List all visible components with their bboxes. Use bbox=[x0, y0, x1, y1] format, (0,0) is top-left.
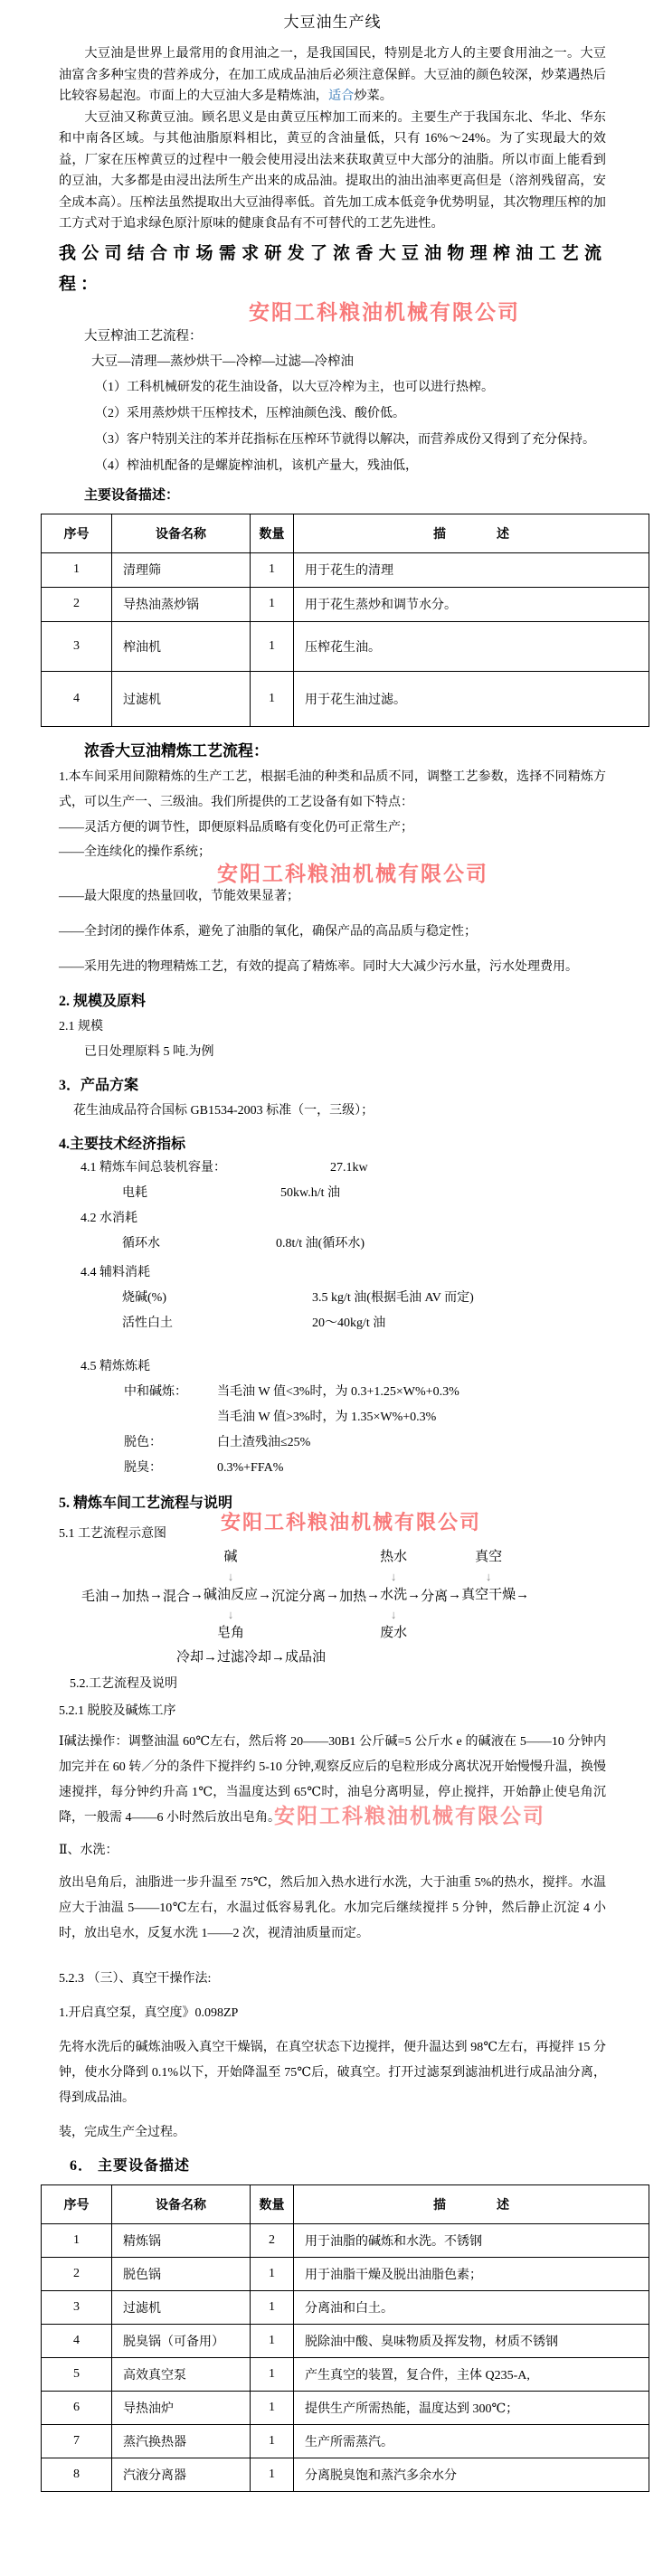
indicator-label: 活性白土 bbox=[122, 1316, 173, 1330]
cell-name: 榨油机 bbox=[112, 621, 251, 671]
flow-node: 加热 bbox=[339, 1589, 367, 1604]
down-arrow-icon: ↓ bbox=[227, 1569, 234, 1583]
table-row bbox=[42, 2257, 649, 2290]
cell-index: 2 bbox=[42, 2257, 112, 2290]
flow-arrow: → bbox=[109, 1587, 123, 1602]
press-point-3: （3）客户特别关注的苯并芘指标在压榨环节就得以解决，而营养成份又得到了充分保持。 bbox=[95, 432, 595, 447]
cell-desc: 压榨花生油。 bbox=[294, 621, 649, 671]
section-5-1-row bbox=[59, 1510, 606, 1546]
indicator-value: 白土渣残油≤25% bbox=[217, 1435, 311, 1449]
page-title: 大豆油生产线 bbox=[283, 14, 382, 31]
cell-qty: 1 bbox=[251, 2391, 294, 2424]
indicator-value: 0.8t/t 油(循环水) bbox=[276, 1236, 365, 1250]
indicator-row bbox=[59, 1311, 606, 1336]
flow-arrow: → bbox=[190, 1587, 204, 1602]
cell-name: 蒸汽换热器 bbox=[112, 2424, 251, 2458]
watermark-2: 安阳工科粮油机械有限公司 bbox=[217, 862, 488, 885]
table-row bbox=[42, 552, 649, 587]
indicator-row bbox=[59, 1260, 606, 1286]
table-row bbox=[42, 2223, 649, 2257]
cell-name: 脱臭锅（可备用） bbox=[112, 2324, 251, 2357]
flow-bottom-label: 废水 bbox=[380, 1625, 408, 1640]
section-3-heading: 3．产品方案 bbox=[59, 1077, 139, 1093]
flow-arrow: → bbox=[516, 1587, 530, 1602]
indicator-row bbox=[59, 1286, 606, 1311]
cell-qty: 1 bbox=[251, 587, 294, 621]
cell-desc: 用于油脂的碱炼和水洗。不锈钢 bbox=[294, 2223, 649, 2257]
indicator-value: 当毛油 W 值<3%时，为 0.3+1.25×W%+0.3% bbox=[217, 1384, 459, 1399]
press-point-4: （4）榨油机配备的是螺旋榨油机，该机产量大，残油低， bbox=[95, 458, 418, 473]
press-flow-title: 大豆榨油工艺流程： bbox=[84, 328, 203, 344]
equipment-title-1: 主要设备描述： bbox=[84, 487, 180, 503]
section-5-2-3-heading: 5.2.3 （三）、真空干操作法: bbox=[59, 1971, 212, 1986]
intro-paragraph-1 bbox=[59, 43, 606, 108]
press-point-2: （2）采用蒸炒烘干压榨技术，压榨油颜色浅、酸价低。 bbox=[95, 406, 405, 420]
indicator-row bbox=[59, 1380, 606, 1405]
cell-index: 3 bbox=[42, 2290, 112, 2324]
cell-index: 7 bbox=[42, 2424, 112, 2458]
cell-desc: 分离脱臭饱和蒸汽多余水分 bbox=[294, 2458, 649, 2491]
cell-name: 高效真空泵 bbox=[112, 2357, 251, 2391]
cell-desc: 用于花生蒸炒和调节水分。 bbox=[294, 587, 649, 621]
indicator-value: 3.5 kg/t 油(根据毛油 AV 而定) bbox=[312, 1290, 474, 1305]
equipment-table-2 bbox=[41, 2184, 649, 2492]
table-row bbox=[42, 2357, 649, 2391]
flow-node: 混合 bbox=[163, 1589, 191, 1604]
watermark-1: 安阳工科粮油机械有限公司 bbox=[249, 300, 520, 324]
indicator-label: 电耗 bbox=[122, 1185, 147, 1200]
indicator-row bbox=[59, 1206, 606, 1231]
section-5-heading: 5. 精炼车间工艺流程与说明 bbox=[59, 1495, 233, 1511]
indicator-value: 50kw.h/t 油 bbox=[280, 1185, 340, 1200]
down-arrow-icon: ↓ bbox=[390, 1569, 397, 1583]
section-3-text: 花生油成品符合国标 GB1534-2003 标准（一，三级）； bbox=[73, 1103, 374, 1118]
flow-node: 加热 bbox=[122, 1589, 150, 1604]
flow-top-label: 热水 bbox=[380, 1549, 408, 1564]
headline: 我公司结合市场需求研发了浓香大豆油物理榨油工艺流程： bbox=[59, 243, 606, 294]
indicator-label: 循环水 bbox=[122, 1236, 160, 1250]
vacuum-step-1: 1.开启真空泵，真空度》0.098ZP bbox=[59, 2005, 239, 2020]
suitable-link[interactable]: 适合 bbox=[327, 89, 355, 103]
indicator-label: 4.4 辅料消耗 bbox=[81, 1265, 150, 1279]
col-header-qty: 数量 bbox=[251, 2184, 294, 2223]
press-point-1: （1）工科机械研发的花生油设备，以大豆冷榨为主，也可以进行热榨。 bbox=[95, 380, 494, 394]
table-row bbox=[42, 2424, 649, 2458]
col-header-desc: 描 述 bbox=[294, 514, 649, 552]
indicator-value: 20～40kg/t 油 bbox=[312, 1316, 386, 1330]
wash-paragraph: 放出皂角后，油脂进一步升温至 75℃，然后加入热水进行水洗，大于油重 5%的热水，搅拌。水温应大于油温 5——10℃左右，水温过低容易乳化。水加完后继续搅拌 5 分钟，然后静止沉淀 4 小时，放出皂水，反复水洗 1——2 次，视清油质量而定。 bbox=[59, 1875, 606, 1940]
col-header-index: 序号 bbox=[42, 514, 112, 552]
alkali-operation-paragraph: Ⅰ碱法操作：调整油温 60℃左右，然后将 20——30B1 公斤碱=5 公斤水 e 的碱液在 5——10 分钟内加完并在 60 转／分的条件下搅拌约 5-10 分钟,观察反应后的皂粒形成分离状况开始慢慢升温，换慢速搅拌，每分钟约升高 1℃，当温度达到 65℃时，油皂分离明显，停止搅拌，开始静止使皂角沉降，一般需 4——6 小时然后放出皂角。 bbox=[59, 1734, 606, 1825]
indicator-row bbox=[59, 1181, 606, 1206]
flow-stack-hot-water bbox=[380, 1548, 407, 1643]
flow-stack-alkali bbox=[204, 1548, 258, 1643]
indicator-label: 4.5 精炼炼耗 bbox=[81, 1359, 150, 1373]
indicator-label: 脱臭： bbox=[124, 1460, 162, 1475]
flow-arrow: → bbox=[448, 1587, 462, 1602]
cell-qty: 1 bbox=[251, 2424, 294, 2458]
indicator-row bbox=[59, 1405, 606, 1430]
cell-desc: 提供生产所需热能，温度达到 300℃； bbox=[294, 2391, 649, 2424]
flow-arrow: → bbox=[326, 1587, 340, 1602]
flow-node: 碱油反应 bbox=[204, 1587, 259, 1602]
col-header-index: 序号 bbox=[42, 2184, 112, 2223]
table-row bbox=[42, 621, 649, 671]
cell-index: 6 bbox=[42, 2391, 112, 2424]
cell-name: 精炼锅 bbox=[112, 2223, 251, 2257]
cell-desc: 产生真空的装置，复合件，主体 Q235-A, bbox=[294, 2357, 649, 2391]
intro-p1-text: 大豆油是世界上最常用的食用油之一，是我国国民，特别是北方人的主要食用油之一。大豆油富含多种宝贵的营养成分，在加工成成品油后必须注意保鲜。大豆油的颜色较深，炒菜遇热后比较容易起泡。市面上的大豆油大多是精炼油， bbox=[59, 46, 606, 103]
table-row bbox=[42, 587, 649, 621]
section-5-1-heading: 5.1 工艺流程示意图 bbox=[59, 1526, 166, 1541]
flow-node: 分离 bbox=[421, 1589, 449, 1604]
feature-5: ——采用先进的物理精炼工艺，有效的提高了精炼率。同时大大减少污水量，污水处理费用。 bbox=[59, 959, 578, 974]
down-arrow-icon: ↓ bbox=[390, 1607, 397, 1621]
table-row bbox=[42, 2458, 649, 2491]
cell-qty: 1 bbox=[251, 2458, 294, 2491]
col-header-qty: 数量 bbox=[251, 514, 294, 552]
flow-arrow: → bbox=[258, 1587, 272, 1602]
cell-qty: 1 bbox=[251, 2357, 294, 2391]
indicator-label: 4.2 水消耗 bbox=[81, 1211, 137, 1225]
cell-qty: 2 bbox=[251, 2223, 294, 2257]
equipment-table-1 bbox=[41, 514, 649, 727]
table-header-row bbox=[42, 514, 649, 552]
cell-name: 汽液分离器 bbox=[112, 2458, 251, 2491]
cell-qty: 1 bbox=[251, 2290, 294, 2324]
press-flow-line: 大豆—清理—蒸炒烘干—冷榨—过滤—冷榨油 bbox=[91, 354, 354, 369]
indicator-label: 脱色： bbox=[124, 1435, 162, 1449]
indicator-value: 0.3%+FFA% bbox=[217, 1460, 284, 1475]
watermark-3: 安阳工科粮油机械有限公司 bbox=[221, 1510, 482, 1533]
feature-1: ——灵活方便的调节性，即便原料品质略有变化仍可正常生产； bbox=[59, 820, 413, 835]
flow-arrow: → bbox=[366, 1587, 381, 1602]
cell-index: 4 bbox=[42, 671, 112, 726]
down-arrow-icon: ↓ bbox=[485, 1569, 492, 1583]
col-header-name: 设备名称 bbox=[112, 2184, 251, 2223]
indicator-row bbox=[59, 1156, 606, 1181]
feature-3: ——最大限度的热量回收，节能效果显著； bbox=[59, 889, 299, 903]
flow-node: 沉淀分离 bbox=[271, 1589, 327, 1604]
flow-node: 真空干燥 bbox=[461, 1587, 516, 1602]
cell-index: 1 bbox=[42, 2223, 112, 2257]
table-row bbox=[42, 2290, 649, 2324]
section-4-heading: 4.主要技术经济指标 bbox=[59, 1136, 186, 1152]
cell-index: 8 bbox=[42, 2458, 112, 2491]
table-header-row bbox=[42, 2184, 649, 2223]
cell-name: 导热油蒸炒锅 bbox=[112, 587, 251, 621]
cell-index: 3 bbox=[42, 621, 112, 671]
cell-name: 清理筛 bbox=[112, 552, 251, 587]
cell-name: 脱色锅 bbox=[112, 2257, 251, 2290]
indicator-label: 中和碱炼： bbox=[124, 1384, 187, 1399]
flow-node: 水洗 bbox=[380, 1587, 408, 1602]
cell-desc: 分离油和白土。 bbox=[294, 2290, 649, 2324]
section-5-2-heading: 5.2.工艺流程及说明 bbox=[70, 1676, 177, 1691]
feature-4: ——全封闭的操作体系，避免了油脂的氧化，确保产品的高品质与稳定性； bbox=[59, 924, 477, 939]
cell-index: 1 bbox=[42, 552, 112, 587]
process-end-line: 装，完成生产全过程。 bbox=[59, 2125, 185, 2139]
cell-qty: 1 bbox=[251, 552, 294, 587]
indicator-row bbox=[59, 1430, 606, 1456]
cell-desc: 用于油脂干燥及脱出油脂色素； bbox=[294, 2257, 649, 2290]
cell-qty: 1 bbox=[251, 2257, 294, 2290]
flow-arrow: → bbox=[407, 1587, 421, 1602]
indicator-label: 烧碱(%) bbox=[122, 1290, 166, 1305]
col-header-name: 设备名称 bbox=[112, 514, 251, 552]
cell-qty: 1 bbox=[251, 621, 294, 671]
cell-index: 4 bbox=[42, 2324, 112, 2357]
watermark-4: 安阳工科粮油机械有限公司 bbox=[274, 1804, 545, 1827]
alkali-paragraph-wrapper bbox=[59, 1730, 606, 1831]
cell-index: 5 bbox=[42, 2357, 112, 2391]
cell-desc: 用于花生油过滤。 bbox=[294, 671, 649, 726]
cell-qty: 1 bbox=[251, 2324, 294, 2357]
indicator-value: 27.1kw bbox=[330, 1160, 368, 1175]
table-row bbox=[42, 671, 649, 726]
intro-p1-tail: 炒菜。 bbox=[354, 89, 393, 103]
indicator-row bbox=[59, 1354, 606, 1380]
section-6-heading: 6． 主要设备描述 bbox=[70, 2157, 191, 2174]
section-2-1-text: 已日处理原料 5 吨.为例 bbox=[84, 1044, 214, 1059]
indicator-label: 4.1 精炼车间总装机容量： bbox=[81, 1160, 226, 1175]
cell-name: 过滤机 bbox=[112, 2290, 251, 2324]
cell-qty: 1 bbox=[251, 671, 294, 726]
cell-name: 过滤机 bbox=[112, 671, 251, 726]
indicator-row bbox=[59, 1231, 606, 1257]
flow-bottom-label: 皂角 bbox=[217, 1625, 245, 1640]
flow-stack-vacuum bbox=[461, 1548, 516, 1643]
cell-desc: 用于花生的清理 bbox=[294, 552, 649, 587]
flow-top-label: 真空 bbox=[475, 1549, 503, 1564]
vacuum-paragraph: 先将水洗后的碱炼油吸入真空干燥锅，在真空状态下边搅拌，便升温达到 98℃左右，再搅拌 15 分钟，使水分降到 0.1%以下，开始降温至 75℃后，破真空。打开过滤泵到滤油机进行成品油分离，得到成品油。 bbox=[59, 2040, 606, 2105]
flow-arrow: → bbox=[149, 1587, 164, 1602]
table-row bbox=[42, 2391, 649, 2424]
cell-desc: 生产所需蒸汽。 bbox=[294, 2424, 649, 2458]
cell-index: 2 bbox=[42, 587, 112, 621]
indicator-value: 当毛油 W 值>3%时，为 1.35×W%+0.3% bbox=[217, 1410, 437, 1424]
flow-top-label: 碱 bbox=[223, 1549, 238, 1564]
indicator-row bbox=[59, 1456, 606, 1481]
process-flow-diagram bbox=[81, 1548, 606, 1643]
intro-paragraph-2: 大豆油又称黄豆油。顾名思义是由黄豆压榨加工而来的。主要生产于我国东北、华北、华东和中南各区域。与其他油脂原料相比，黄豆的含油量低，只有 16%～24%。为了实现最大的效益，厂家在压榨黄豆的过程中一般会使用浸出法来获取黄豆中大部分的油脂。所以市面上能看到的豆油，大多都是由浸出法所生产出来的成品油。提取出的油出油率更高但是（溶剂残留高，安全成本高）。压榨法虽然提取出大豆油得率低。首先加工成本低竞争优势明显，其次物理压榨的加工方式对于追求绿色原汁原味的健康食品有不可替代的工艺先进性。 bbox=[59, 109, 606, 231]
col-header-desc: 描 述 bbox=[294, 2184, 649, 2223]
section-2-1-heading: 2.1 规模 bbox=[59, 1019, 103, 1033]
refine-intro: 1.本车间采用间隙精炼的生产工艺，根据毛油的种类和品质不同，调整工艺参数，选择不同精炼方式，可以生产一、三级油。我们所提供的工艺设备有如下特点： bbox=[59, 769, 606, 809]
feature-2: ——全连续化的操作系统； bbox=[59, 845, 211, 859]
flow-node: 毛油 bbox=[81, 1589, 109, 1604]
section-5-2-1-heading: 5.2.1 脱胶及碱炼工序 bbox=[59, 1703, 176, 1718]
refine-title: 浓香大豆油精炼工艺流程： bbox=[84, 741, 269, 760]
section-2-heading: 2. 规模及原料 bbox=[59, 993, 147, 1009]
cell-desc: 脱除油中酸、臭味物质及挥发物，材质不锈钢 bbox=[294, 2324, 649, 2357]
flow-tail-line: 冷却→过滤冷却→成品油 bbox=[176, 1649, 327, 1665]
wash-heading: Ⅱ、水洗： bbox=[59, 1843, 118, 1857]
cell-name: 导热油炉 bbox=[112, 2391, 251, 2424]
down-arrow-icon: ↓ bbox=[227, 1607, 234, 1621]
table-row bbox=[42, 2324, 649, 2357]
